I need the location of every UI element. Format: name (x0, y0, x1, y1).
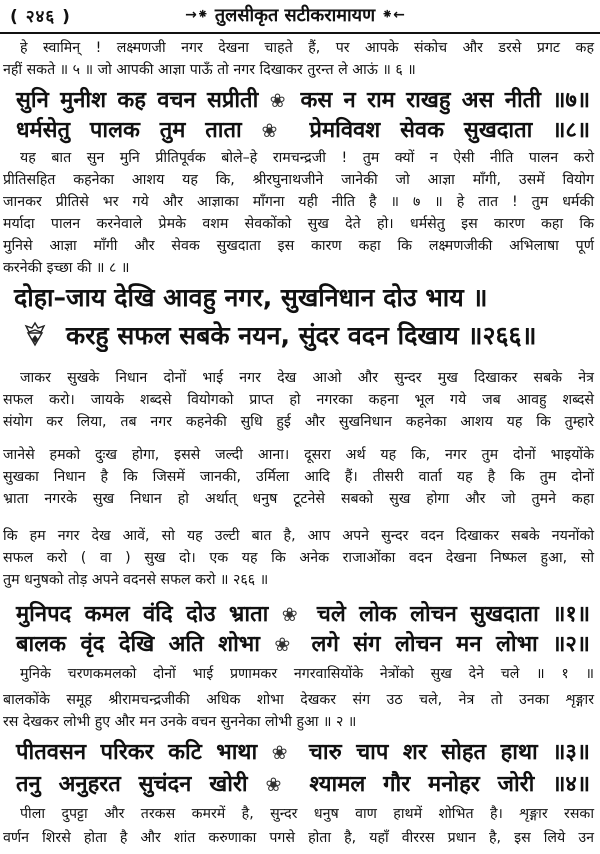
header-rule (0, 32, 600, 34)
flower-separator-icon: ❀ (281, 604, 304, 626)
doha-line-1: दोहा–जाय देखि आवहु नगर, सुखनिधान दोउ भाय ॥ (14, 283, 488, 312)
prose-line: वर्णन शिरसे होता है और शांत करुणाका पगसे होता है, यहाँ वीररस प्रधान है, इस लिये उन (3, 830, 594, 846)
arrow-ornament-left-icon: →⁕ (185, 7, 209, 23)
flower-separator-icon: ❀ (274, 634, 298, 656)
flower-separator-icon: ❀ (271, 742, 295, 764)
arrow-ornament-right-icon: ⁕← (381, 7, 405, 23)
prose-line: करनेकी इच्छा की ॥ ८ ॥ (3, 260, 130, 276)
prose-line: सफल करो। जायके शब्दसे वियोगको प्राप्त हो नगरका कहना भूल गये जब आवहु शब्दसे (3, 392, 594, 408)
flower-separator-icon: ❀ (265, 774, 292, 796)
verse-number: ॥२॥ (552, 632, 590, 657)
prose-line: जाकर सुखके निधान दोनों भाई नगर देख आओ और सुन्दर मुख दिखाकर सबके नेत्र (20, 370, 594, 386)
prose-line: मर्यादा पालन करनेवाले प्रेमके वशम सेवकोंको सुख देते हो। धर्मसेतु इस कारण कहा कि (3, 216, 594, 232)
prose-line: सफल करो ( वा ) सुख दो। एक यह कि अनेक राजाओंका वदन देखना निष्फल हुआ, सो (3, 550, 594, 566)
prose-line: रस देखकर लोभी हुए और मन उनके वचन सुननेका लोभी हुआ ॥ २ ॥ (3, 714, 357, 730)
prose-line: पीला दुपट्टा और तरकस कमरमें है, सुन्दर धनुष वाण हाथमें शोभित है। शृङ्गार रसका (20, 806, 594, 822)
lotus-emblem-icon (22, 321, 48, 347)
prose-line: जानेसे हमको दुःख होगा, इससे जल्दी आना। दूसरा अर्थ यह कि, नगर तुम दोनों भाइयोंके (3, 447, 594, 463)
prose-line: नहीं सकते ॥ ५ ॥ जो आपकी आज्ञा पाऊँ तो नगर दिखाकर तुरन्त ले आऊं ॥ ६ ॥ (3, 62, 416, 78)
prose-line: मुनिके चरणकमलको दोनों भाई प्रणामकर नगरवासियोंके नेत्रोंको सुख देने चले ॥ १ ॥ (20, 666, 594, 682)
book-title: तुलसीकृत सटीकरामायण (214, 5, 376, 26)
verse-number: ॥१॥ (552, 602, 590, 627)
chaupai-verse-3: पीतवसन परिकर कटि भाथा ❀ चारु चाप शर सोहत हाथा ॥३॥ (16, 740, 590, 765)
prose-line: तुम धनुषको तोड़ अपने वदनसे सफल करो ॥ २६६ ॥ (3, 572, 269, 588)
prose-line: कि हम नगर देख आवें, सो यह उल्टी बात है, आप अपने सुन्दर वदन दिखाकर सबके नयनोंको (3, 528, 594, 544)
flower-separator-icon: ❀ (269, 90, 290, 112)
prose-line: यह बात सुन मुनि प्रीतिपूर्वक बोले–हे रामचन्द्रजी ! तुम क्यों न ऐसी नीति पालन करो (20, 150, 594, 166)
verse-number: ॥३॥ (552, 740, 590, 765)
prose-line: प्रीतिसहित कहनेका आशय यह कि, श्रीरघुनाथजीने जानेकी जो आज्ञा माँगी, उसमें वियोग (3, 172, 594, 188)
chaupai-verse-8: धर्मसेतु पालक तुम ताता ❀ प्रेमविवश सेवक सुखदाता ॥८॥ (16, 118, 590, 143)
doha-line-2: करहु सफल सबके नयन, सुंदर वदन दिखाय ॥२६६॥ (0, 320, 600, 352)
chaupai-verse-1: मुनिपद कमल वंदि दोउ भ्राता ❀ चले लोक लोचन सुखदाता ॥१॥ (16, 602, 590, 627)
verse-number: ॥४॥ (552, 772, 590, 797)
chaupai-verse-2: बालक वृंद देखि अति शोभा ❀ लगे संग लोचन मन लोभा ॥२॥ (16, 632, 590, 657)
prose-line: हे स्वामिन् ! लक्ष्मणजी नगर देखना चाहते हैं, पर आपके संकोच और डरसे प्रगट कह (20, 40, 594, 56)
running-title (140, 3, 450, 27)
verse-number: ॥७॥ (552, 88, 591, 113)
page-header (0, 0, 600, 30)
prose-line: जानकर प्रीतिसे भर गये और आज्ञाका माँगना यही नीति है ॥ ७ ॥ हे तात ! तुम धर्मकी (3, 194, 594, 210)
prose-line: सुखका निधान है कि जिसमें जानकी, उर्मिला आदि हैं। तीसरी वार्ता यह है कि तुम दोनों (3, 469, 594, 485)
page-number: ( २४६ ) (10, 7, 71, 27)
chaupai-verse-7: सुनि मुनीश कह वचन सप्रीती ❀ कस न राम राखहु अस नीती ॥७॥ (16, 88, 591, 113)
verse-number: ॥८॥ (552, 118, 590, 143)
prose-line: भ्राता नगरके सुख निधान हो अर्थात् धनुष टूटनेसे सबको सुख होगा और जो तुमने कहा (3, 491, 594, 507)
prose-line: संयोग कर लिया, तब नगर कहनेकी सुधि हुई और सुखनिधान कहनेका आशय यह कि तुम्हारे (3, 414, 594, 430)
prose-line: बालकोंके समूह श्रीरामचन्द्रजीकी अधिक शोभा देखकर संग उठ चले, नेत्र तो उनका शृङ्गार (3, 692, 594, 708)
chaupai-verse-4: तनु अनुहरत सुचंदन खोरी ❀ श्यामल गौर मनोहर जोरी ॥४॥ (16, 772, 590, 797)
prose-line: मुनिसे आज्ञा माँगी और सेवक सुखदाता इस कारण कहा कि लक्ष्मणजीकी अभिलाषा पूर्ण (3, 238, 594, 254)
flower-separator-icon: ❀ (261, 120, 290, 142)
